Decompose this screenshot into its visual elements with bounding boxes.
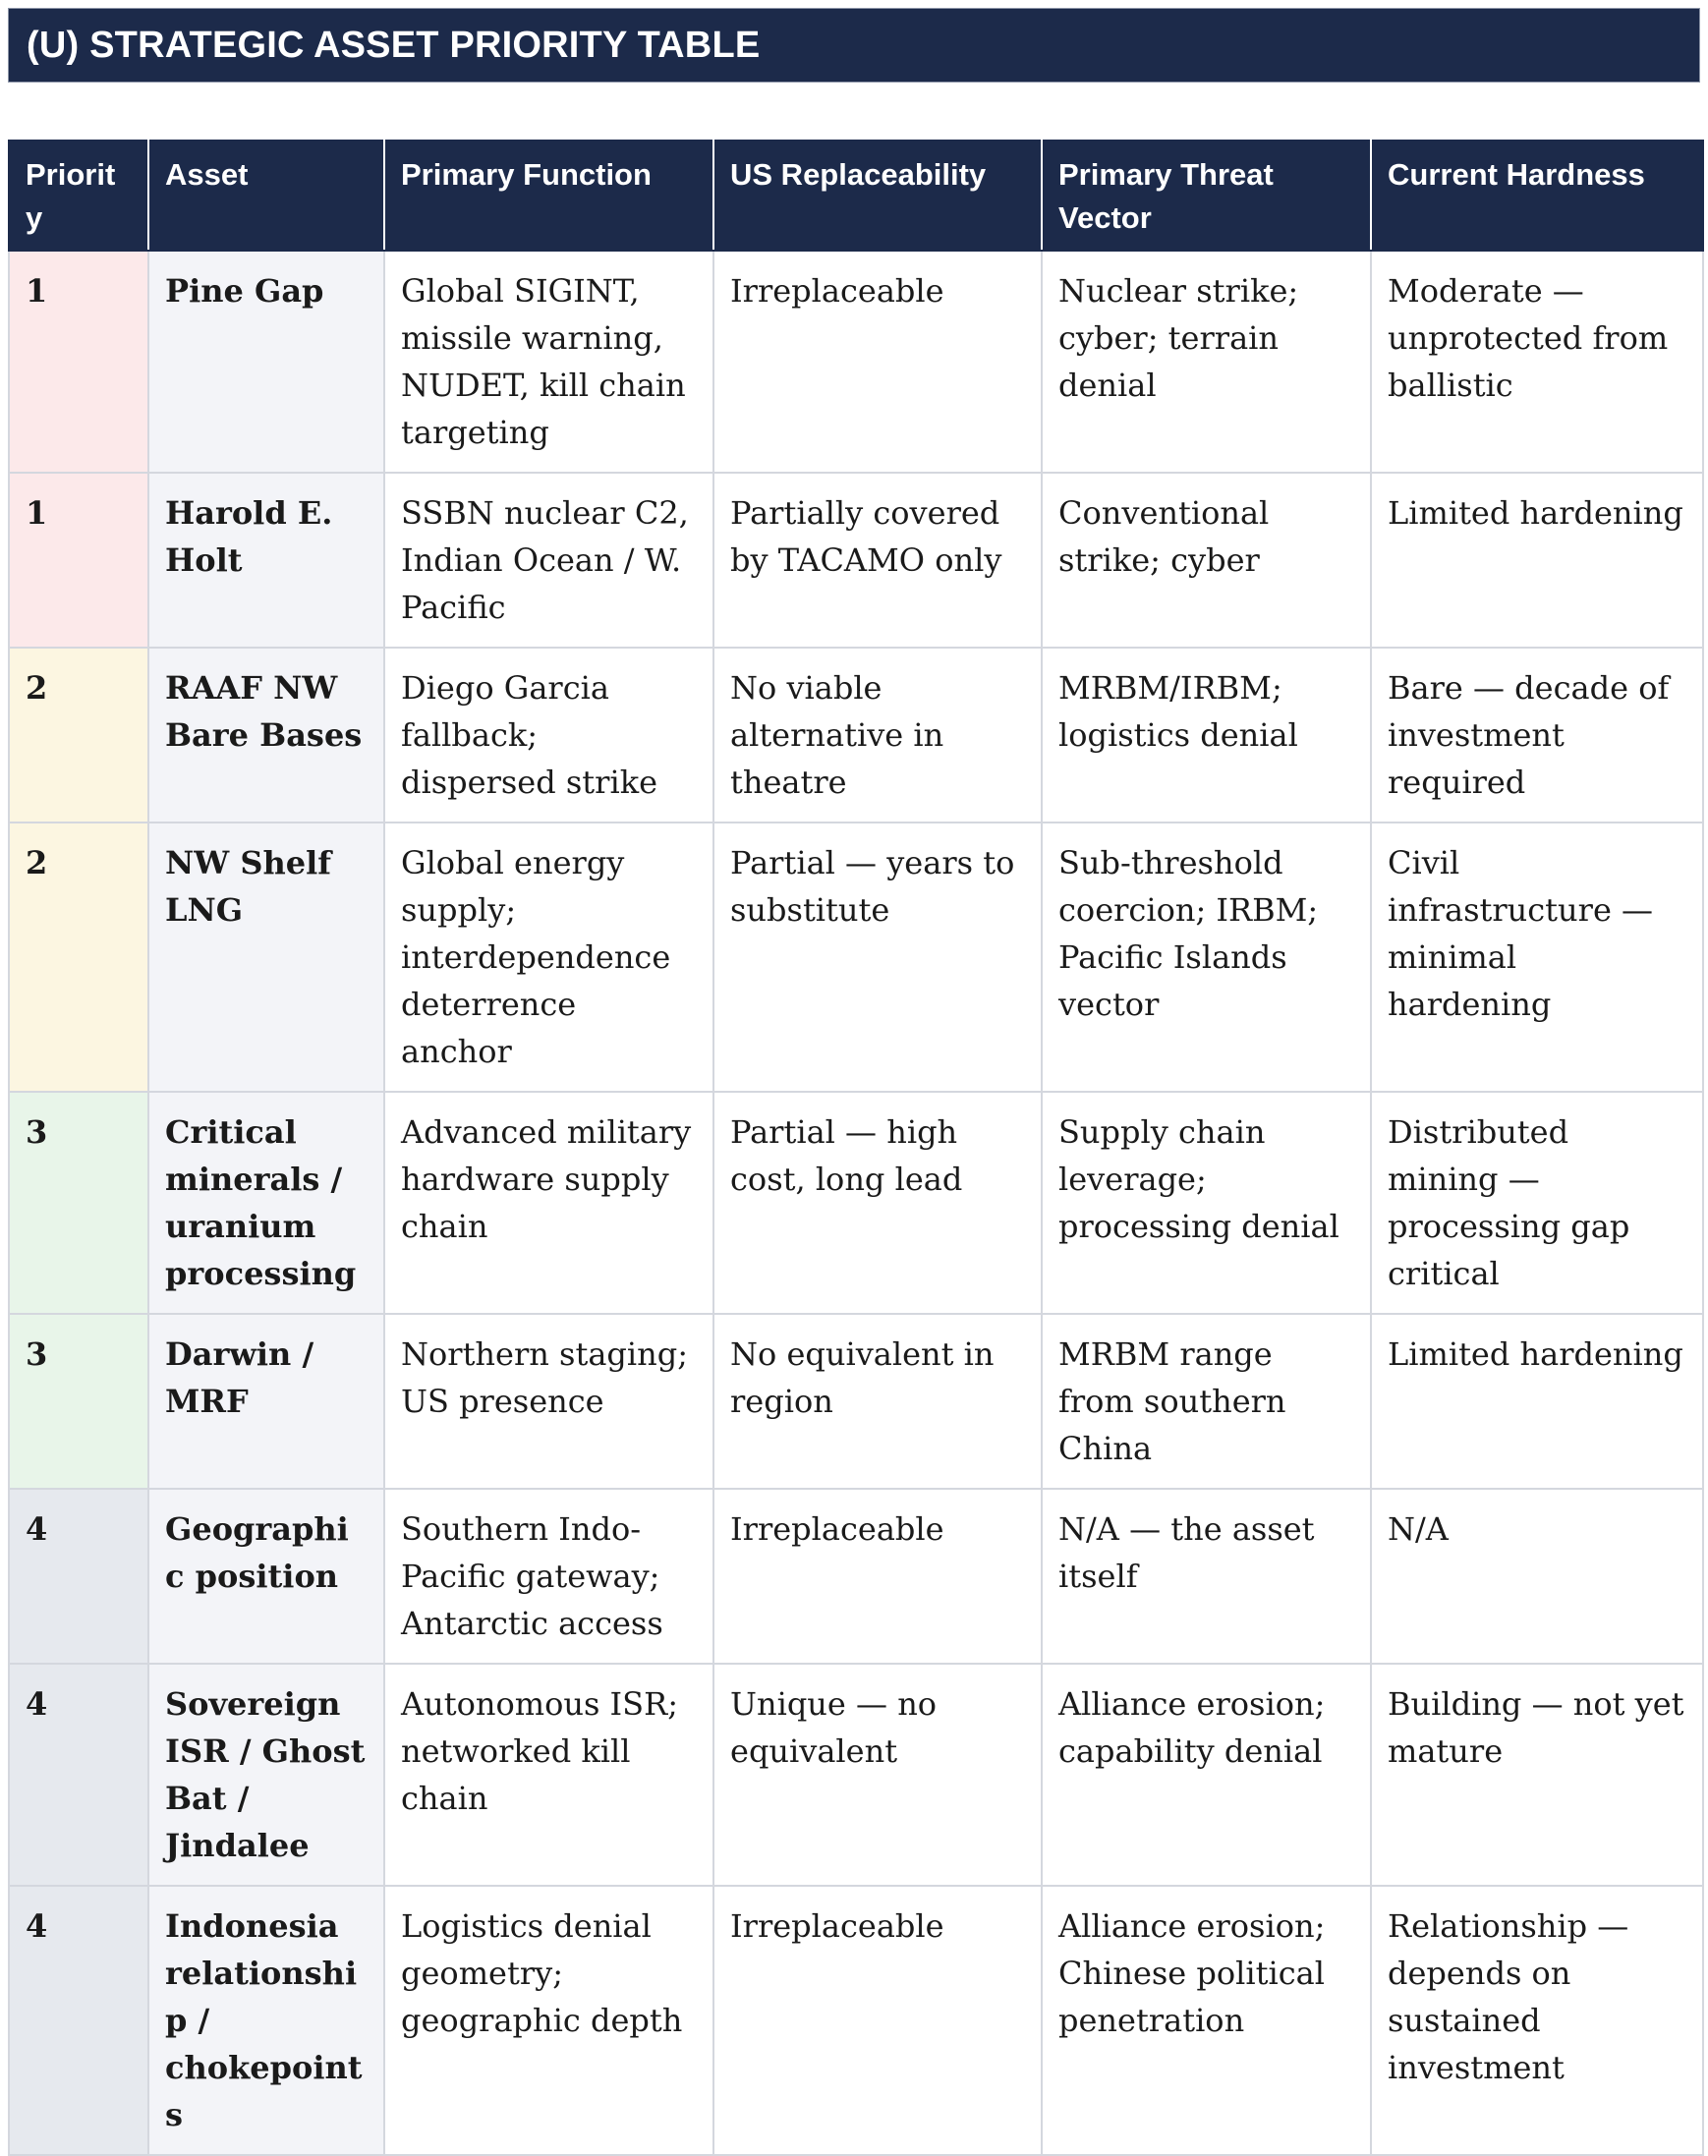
replaceability-cell: Irreplaceable — [713, 1489, 1042, 1664]
asset-cell: Critical minerals / uranium processing — [148, 1092, 384, 1314]
priority-cell: 1 — [9, 251, 148, 473]
function-cell: Autonomous ISR; networked kill chain — [384, 1664, 713, 1886]
hardness-cell: N/A — [1371, 1489, 1703, 1664]
priority-cell: 1 — [9, 473, 148, 648]
hardness-cell: Moderate — unprotected from ballistic — [1371, 251, 1703, 473]
function-cell: Diego Garcia fallback; dispersed strike — [384, 648, 713, 823]
priority-cell: 4 — [9, 1664, 148, 1886]
asset-cell: RAAF NW Bare Bases — [148, 648, 384, 823]
replaceability-cell: Irreplaceable — [713, 251, 1042, 473]
threat-cell: Conventional strike; cyber — [1042, 473, 1371, 648]
hardness-cell: Distributed mining — processing gap critical — [1371, 1092, 1703, 1314]
threat-cell: Sub-threshold coercion; IRBM; Pacific Islands vector — [1042, 823, 1371, 1092]
priority-cell: 3 — [9, 1092, 148, 1314]
table-header-row — [9, 141, 1703, 251]
hardness-cell: Building — not yet mature — [1371, 1664, 1703, 1886]
function-cell: Global SIGINT, missile warning, NUDET, kill chain targeting — [384, 251, 713, 473]
column-header-current-hardness: Current Hardness — [1371, 141, 1703, 251]
table-row — [9, 1664, 1703, 1886]
threat-cell: Alliance erosion; capability denial — [1042, 1664, 1371, 1886]
function-cell: Advanced military hardware supply chain — [384, 1092, 713, 1314]
column-header-primary-function: Primary Function — [384, 141, 713, 251]
priority-cell: 4 — [9, 1489, 148, 1664]
function-cell: SSBN nuclear C2, Indian Ocean / W. Pacific — [384, 473, 713, 648]
replaceability-cell: Partial — high cost, long lead — [713, 1092, 1042, 1314]
threat-cell: MRBM/IRBM; logistics denial — [1042, 648, 1371, 823]
asset-cell: Indonesia relationship / chokepoints — [148, 1886, 384, 2155]
priority-cell: 4 — [9, 1886, 148, 2155]
replaceability-cell: Irreplaceable — [713, 1886, 1042, 2155]
table-row — [9, 648, 1703, 823]
threat-cell: Alliance erosion; Chinese political penetration — [1042, 1886, 1371, 2155]
column-header-priority: Priority — [9, 141, 148, 251]
strategic-asset-table — [8, 140, 1704, 2156]
threat-cell: Supply chain leverage; processing denial — [1042, 1092, 1371, 1314]
column-header-us-replaceability: US Replaceability — [713, 141, 1042, 251]
replaceability-cell: No equivalent in region — [713, 1314, 1042, 1489]
table-row — [9, 1092, 1703, 1314]
hardness-cell: Limited hardening — [1371, 1314, 1703, 1489]
threat-cell: N/A — the asset itself — [1042, 1489, 1371, 1664]
table-row — [9, 823, 1703, 1092]
function-cell: Global energy supply; interdependence deterrence anchor — [384, 823, 713, 1092]
replaceability-cell: Unique — no equivalent — [713, 1664, 1042, 1886]
column-header-asset: Asset — [148, 141, 384, 251]
threat-cell: MRBM range from southern China — [1042, 1314, 1371, 1489]
asset-cell: NW Shelf LNG — [148, 823, 384, 1092]
hardness-cell: Civil infrastructure — minimal hardening — [1371, 823, 1703, 1092]
function-cell: Southern Indo-Pacific gateway; Antarctic access — [384, 1489, 713, 1664]
table-row — [9, 1314, 1703, 1489]
asset-cell: Sovereign ISR / Ghost Bat / Jindalee — [148, 1664, 384, 1886]
asset-cell: Harold E. Holt — [148, 473, 384, 648]
table-row — [9, 1489, 1703, 1664]
priority-cell: 2 — [9, 648, 148, 823]
asset-cell: Geographic position — [148, 1489, 384, 1664]
table-title: (U) STRATEGIC ASSET PRIORITY TABLE — [27, 24, 761, 66]
asset-cell: Pine Gap — [148, 251, 384, 473]
hardness-cell: Bare — decade of investment required — [1371, 648, 1703, 823]
hardness-cell: Relationship — depends on sustained investment — [1371, 1886, 1703, 2155]
replaceability-cell: Partially covered by TACAMO only — [713, 473, 1042, 648]
function-cell: Logistics denial geometry; geographic depth — [384, 1886, 713, 2155]
table-title-bar — [8, 8, 1700, 83]
hardness-cell: Limited hardening — [1371, 473, 1703, 648]
table-row — [9, 1886, 1703, 2155]
priority-cell: 3 — [9, 1314, 148, 1489]
table-row — [9, 251, 1703, 473]
asset-cell: Darwin / MRF — [148, 1314, 384, 1489]
replaceability-cell: Partial — years to substitute — [713, 823, 1042, 1092]
replaceability-cell: No viable alternative in theatre — [713, 648, 1042, 823]
table-row — [9, 473, 1703, 648]
function-cell: Northern staging; US presence — [384, 1314, 713, 1489]
column-header-primary-threat-vector: Primary Threat Vector — [1042, 141, 1371, 251]
threat-cell: Nuclear strike; cyber; terrain denial — [1042, 251, 1371, 473]
priority-cell: 2 — [9, 823, 148, 1092]
